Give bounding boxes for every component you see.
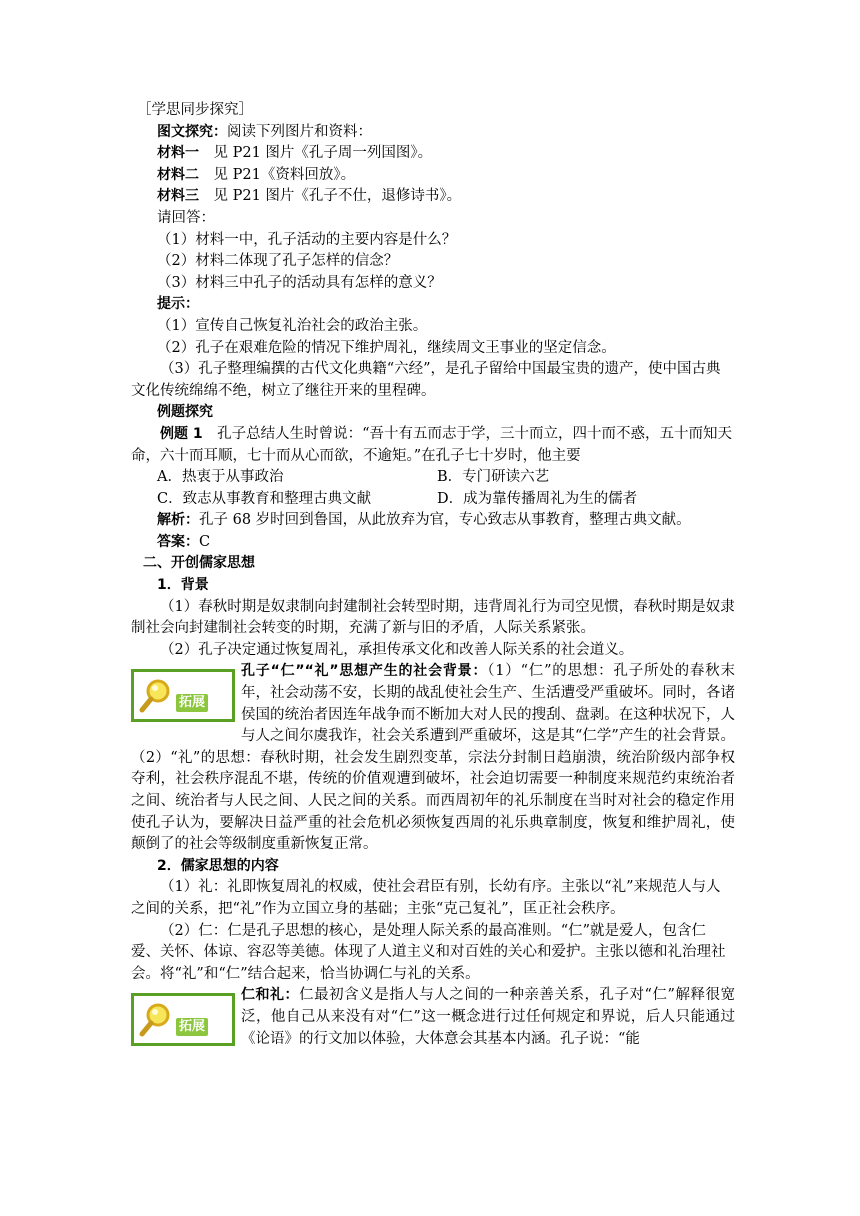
question: （2）材料二体现了孔子怎样的信念？ xyxy=(157,253,399,270)
material-line xyxy=(131,186,735,208)
extension-badge xyxy=(131,993,235,1046)
tuwen-line xyxy=(131,122,735,144)
material-text: 见 P21《资料回放》。 xyxy=(199,166,356,183)
part2-title: 二、开创儒家思想 xyxy=(143,555,255,572)
content-paragraph: （1）礼：礼即恢复周礼的权威，使社会君臣有别，长幼有序。主张以“礼”来规范人与人之间的关系，把“礼”作为立国立身的基础；主张“克己复礼”，匡正社会秩序。 xyxy=(131,879,721,917)
option-b: B．专门研读六艺 xyxy=(437,469,550,486)
analysis xyxy=(131,510,735,532)
background-title: 1．背景 xyxy=(157,577,209,594)
option-d: D．成为靠传播周礼为生的儒者 xyxy=(437,490,638,507)
extension-text: 仁和礼：仁最初含义是指人与人之间的一种亲善关系，孔子对“仁”解释很宽泛，他自己从来没有对“仁”这一概念进行过任何规定和界说，后人只能通过《论语》的行文加以体验，大体意会其基本内涵。孔子说：“能 xyxy=(241,987,736,1047)
tuwen-label: 图文探究： xyxy=(157,123,227,140)
example-options xyxy=(131,467,735,510)
material-line xyxy=(131,143,735,165)
extension-title: 仁和礼： xyxy=(241,987,300,1004)
answer-text: C xyxy=(199,533,211,550)
tuwen-text: 阅读下列图片和资料： xyxy=(227,123,372,140)
material-label: 材料二 xyxy=(157,166,199,183)
hint-heading: 提示： xyxy=(157,296,199,313)
answer-label: 答案： xyxy=(157,533,199,550)
example-text: 孔子总结人生时曾说：“吾十有五而志于学，三十而立，四十而不惑，五十而知天命，六十而耳顺，七十而从心而欲，不逾矩。”在孔子七十岁时，他主要 xyxy=(131,425,733,464)
option-a: A．热衷于从事政治 xyxy=(157,469,284,486)
content-paragraph: （2）仁：仁是孔子思想的核心，是处理人际关系的最高准则。“仁”就是爱人，包含仁爱、关怀、体谅、容忍等美德。体现了人道主义和对百姓的关心和爱护。主张以德和礼治理社会。将“礼”和“仁”结合起来，恰当协调仁与礼的关系。 xyxy=(131,922,726,982)
example-question xyxy=(131,424,735,467)
badge-label: 拓展 xyxy=(176,1018,208,1036)
answer xyxy=(131,532,735,554)
material-label: 材料一 xyxy=(157,145,199,162)
magnifier-icon xyxy=(138,676,178,716)
analysis-label: 解析： xyxy=(157,512,199,529)
option-c: C．致志从事教育和整理古典文献 xyxy=(157,490,372,507)
section-title: ［学思同步探究］ xyxy=(137,102,253,118)
example-heading: 例题探究 xyxy=(157,404,213,421)
hint: （1）宣传自己恢复礼治社会的政治主张。 xyxy=(157,317,428,334)
extension-badge xyxy=(131,669,235,722)
extension-box xyxy=(131,985,735,1050)
background-paragraph: （1）春秋时期是奴隶制向封建制社会转型时期，违背周礼行为司空见惯，春秋时期是奴隶制社会向封建制社会转变的时期，充满了新与旧的矛盾，人际关系紧张。 xyxy=(131,598,735,637)
please-answer: 请回答： xyxy=(157,209,215,226)
example-label: 例题 1 xyxy=(160,425,203,442)
background-paragraph: （2）孔子决定通过恢复周礼，承担传承文化和改善人际关系的社会道义。 xyxy=(160,641,634,658)
badge-label: 拓展 xyxy=(176,694,208,712)
extension-text: 孔子“仁”“礼”思想产生的社会背景：（1）“仁”的思想：孔子所处的春秋末年，社会动荡不安，长期的战乱使社会生产、生活遭受严重破坏。同时，各诸侯国的统治者因连年战争而不断加大对人民的搜刮、盘剥。在这种状况下，人与人之间尔虞我诈，社会关系遭到严重破坏，这是其“仁学”产生的社会背景。（2）“礼”的思想：春秋时期，社会发生剧烈变革，宗法分封制日趋崩溃，统治阶级内部争权夺利，社会秩序混乱不堪，传统的价值观遭到破坏，社会迫切需要一种制度来规范约束统治者之间、统治者与人民之间、人民之间的关系。而西周初年的礼乐制度在当时对社会的稳定作用使孔子认为，要解决日益严重的社会危机必须恢复西周的礼乐典章制度，恢复和维护周礼，使颠倒了的社会等级制度重新恢复正常。 xyxy=(131,663,735,853)
material-text: 见 P21 图片《孔子不仕，退修诗书》。 xyxy=(199,188,462,205)
hint: （3）孔子整理编撰的古代文化典籍“六经”，是孔子留给中国最宝贵的遗产，使中国古典文化传统绵绵不绝，树立了继往开来的里程碑。 xyxy=(131,361,721,399)
hint: （2）孔子在艰难危险的情况下维护周礼，继续周文王事业的坚定信念。 xyxy=(157,339,616,356)
extension-box xyxy=(131,661,735,855)
document-page xyxy=(131,100,735,1050)
content-title: 2．儒家思想的内容 xyxy=(157,857,279,874)
analysis-text: 孔子 68 岁时回到鲁国，从此放弃为官，专心致志从事教育，整理古典文献。 xyxy=(199,512,691,529)
material-label: 材料三 xyxy=(157,188,199,205)
material-text: 见 P21 图片《孔子周一列国图》。 xyxy=(199,145,433,162)
question: （3）材料三中孔子的活动具有怎样的意义？ xyxy=(157,274,442,291)
material-line xyxy=(131,165,735,187)
extension-title: 孔子“仁”“礼”思想产生的社会背景： xyxy=(241,663,488,680)
question: （1）材料一中，孔子活动的主要内容是什么？ xyxy=(157,231,457,248)
magnifier-icon xyxy=(138,1000,178,1040)
